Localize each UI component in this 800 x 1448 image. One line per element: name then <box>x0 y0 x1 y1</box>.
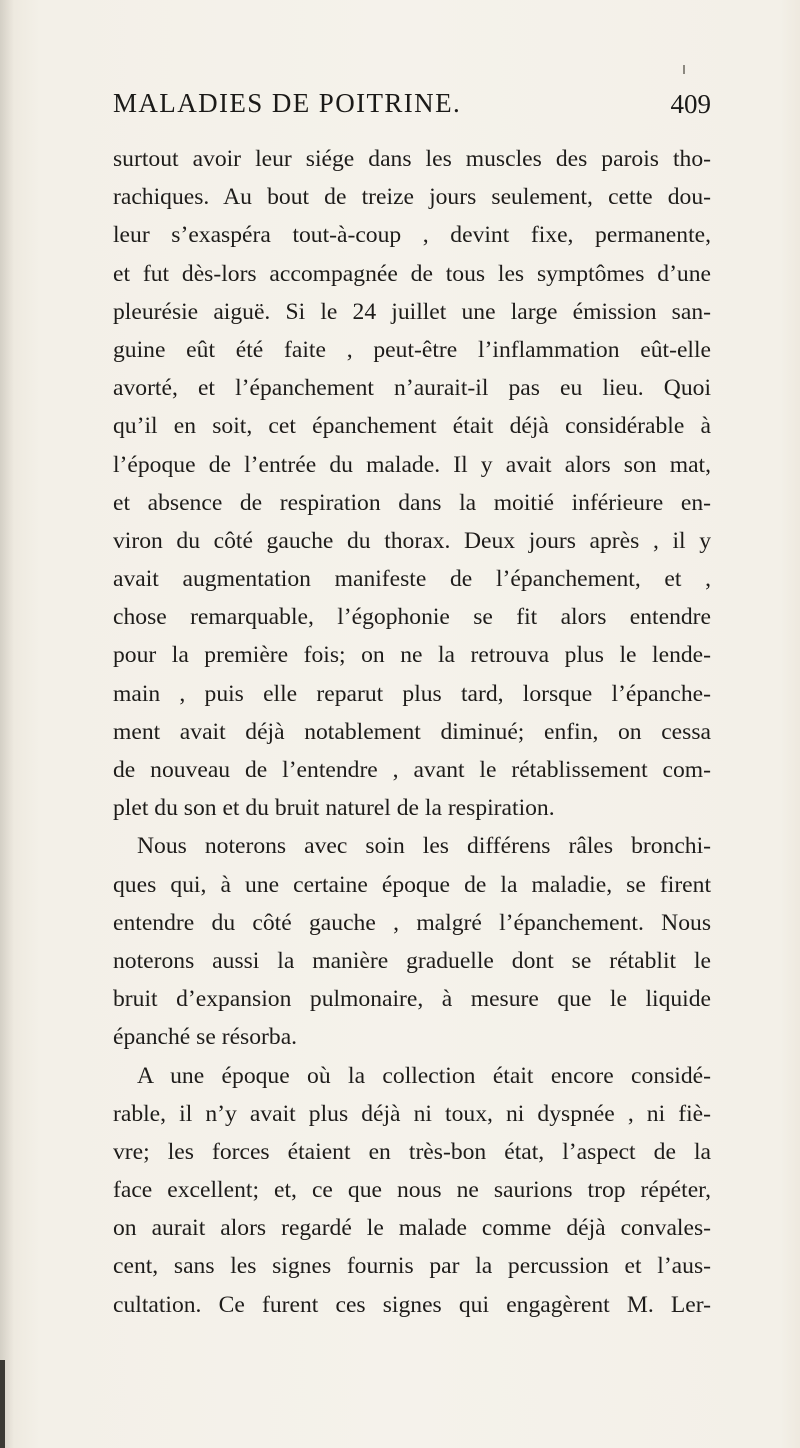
text-line: viron du côté gauche du thorax. Deux jours après , il y <box>113 527 711 554</box>
text-line: noterons aussi la manière graduelle dont se rétablit le <box>113 947 711 974</box>
text-line: leur s’exaspéra tout-à-coup , devint fixe, permanente, <box>113 222 711 249</box>
text-line: face excellent; et, ce que nous ne saurions trop répéter, <box>113 1177 711 1204</box>
text-line: vre; les forces étaient en très-bon état, l’aspect de la <box>113 1138 711 1165</box>
text-line: pour la première fois; on ne la retrouva plus le lende- <box>113 642 711 669</box>
text-line: entendre du côté gauche , malgré l’épanchement. Nous <box>113 909 711 936</box>
page-header <box>113 88 711 128</box>
text-line: ques qui, à une certaine époque de la maladie, se firent <box>113 871 711 898</box>
text-line: avait augmentation manifeste de l’épanchement, et , <box>113 566 711 593</box>
text-line: cultation. Ce furent ces signes qui engagèrent M. Ler- <box>113 1291 711 1318</box>
text-line: épanché se résorba. <box>113 1024 298 1051</box>
text-line: bruit d’expansion pulmonaire, à mesure que le liquide <box>113 986 711 1013</box>
running-title: MALADIES DE POITRINE. <box>113 88 462 118</box>
text-line: et fut dès-lors accompagnée de tous les symptômes d’une <box>113 260 711 287</box>
page-gutter-shadow <box>0 0 14 1448</box>
text-line: qu’il en soit, cet épanchement était déjà considérable à <box>113 413 711 440</box>
print-mark <box>683 65 685 74</box>
text-line: Nous noterons avec soin les différens râles bronchi- <box>137 833 711 860</box>
text-line: et absence de respiration dans la moitié inférieure en- <box>113 489 711 516</box>
binding-edge-mark <box>0 1360 5 1448</box>
body-text <box>113 140 711 1324</box>
text-line: l’époque de l’entrée du malade. Il y avait alors son mat, <box>113 451 711 478</box>
text-line: main , puis elle reparut plus tard, lorsque l’épanche- <box>113 680 711 707</box>
text-line: rable, il n’y avait plus déjà ni toux, ni dyspnée , ni fiè- <box>113 1100 711 1127</box>
text-line: avorté, et l’épanchement n’aurait-il pas eu lieu. Quoi <box>113 375 711 402</box>
text-line: on aurait alors regardé le malade comme déjà convales- <box>113 1215 711 1242</box>
text-line: rachiques. Au bout de treize jours seulement, cette dou- <box>113 184 711 211</box>
text-line: plet du son et du bruit naturel de la respiration. <box>113 795 555 822</box>
page-number: 409 <box>670 89 711 119</box>
text-line: de nouveau de l’entendre , avant le rétablissement com- <box>113 757 711 783</box>
text-line: ment avait déjà notablement diminué; enfin, on cessa <box>113 718 711 745</box>
text-line: A une époque où la collection était encore considé- <box>137 1062 711 1089</box>
text-line: chose remarquable, l’égophonie se fit alors entendre <box>113 604 711 631</box>
text-line: guine eût été faite , peut-être l’inflammation eût-elle <box>113 336 711 363</box>
text-line: surtout avoir leur siége dans les muscles des parois tho- <box>113 146 711 172</box>
text-line: pleurésie aiguë. Si le 24 juillet une large émission san- <box>113 298 711 325</box>
text-line: cent, sans les signes fournis par la percussion et l’aus- <box>113 1253 711 1280</box>
